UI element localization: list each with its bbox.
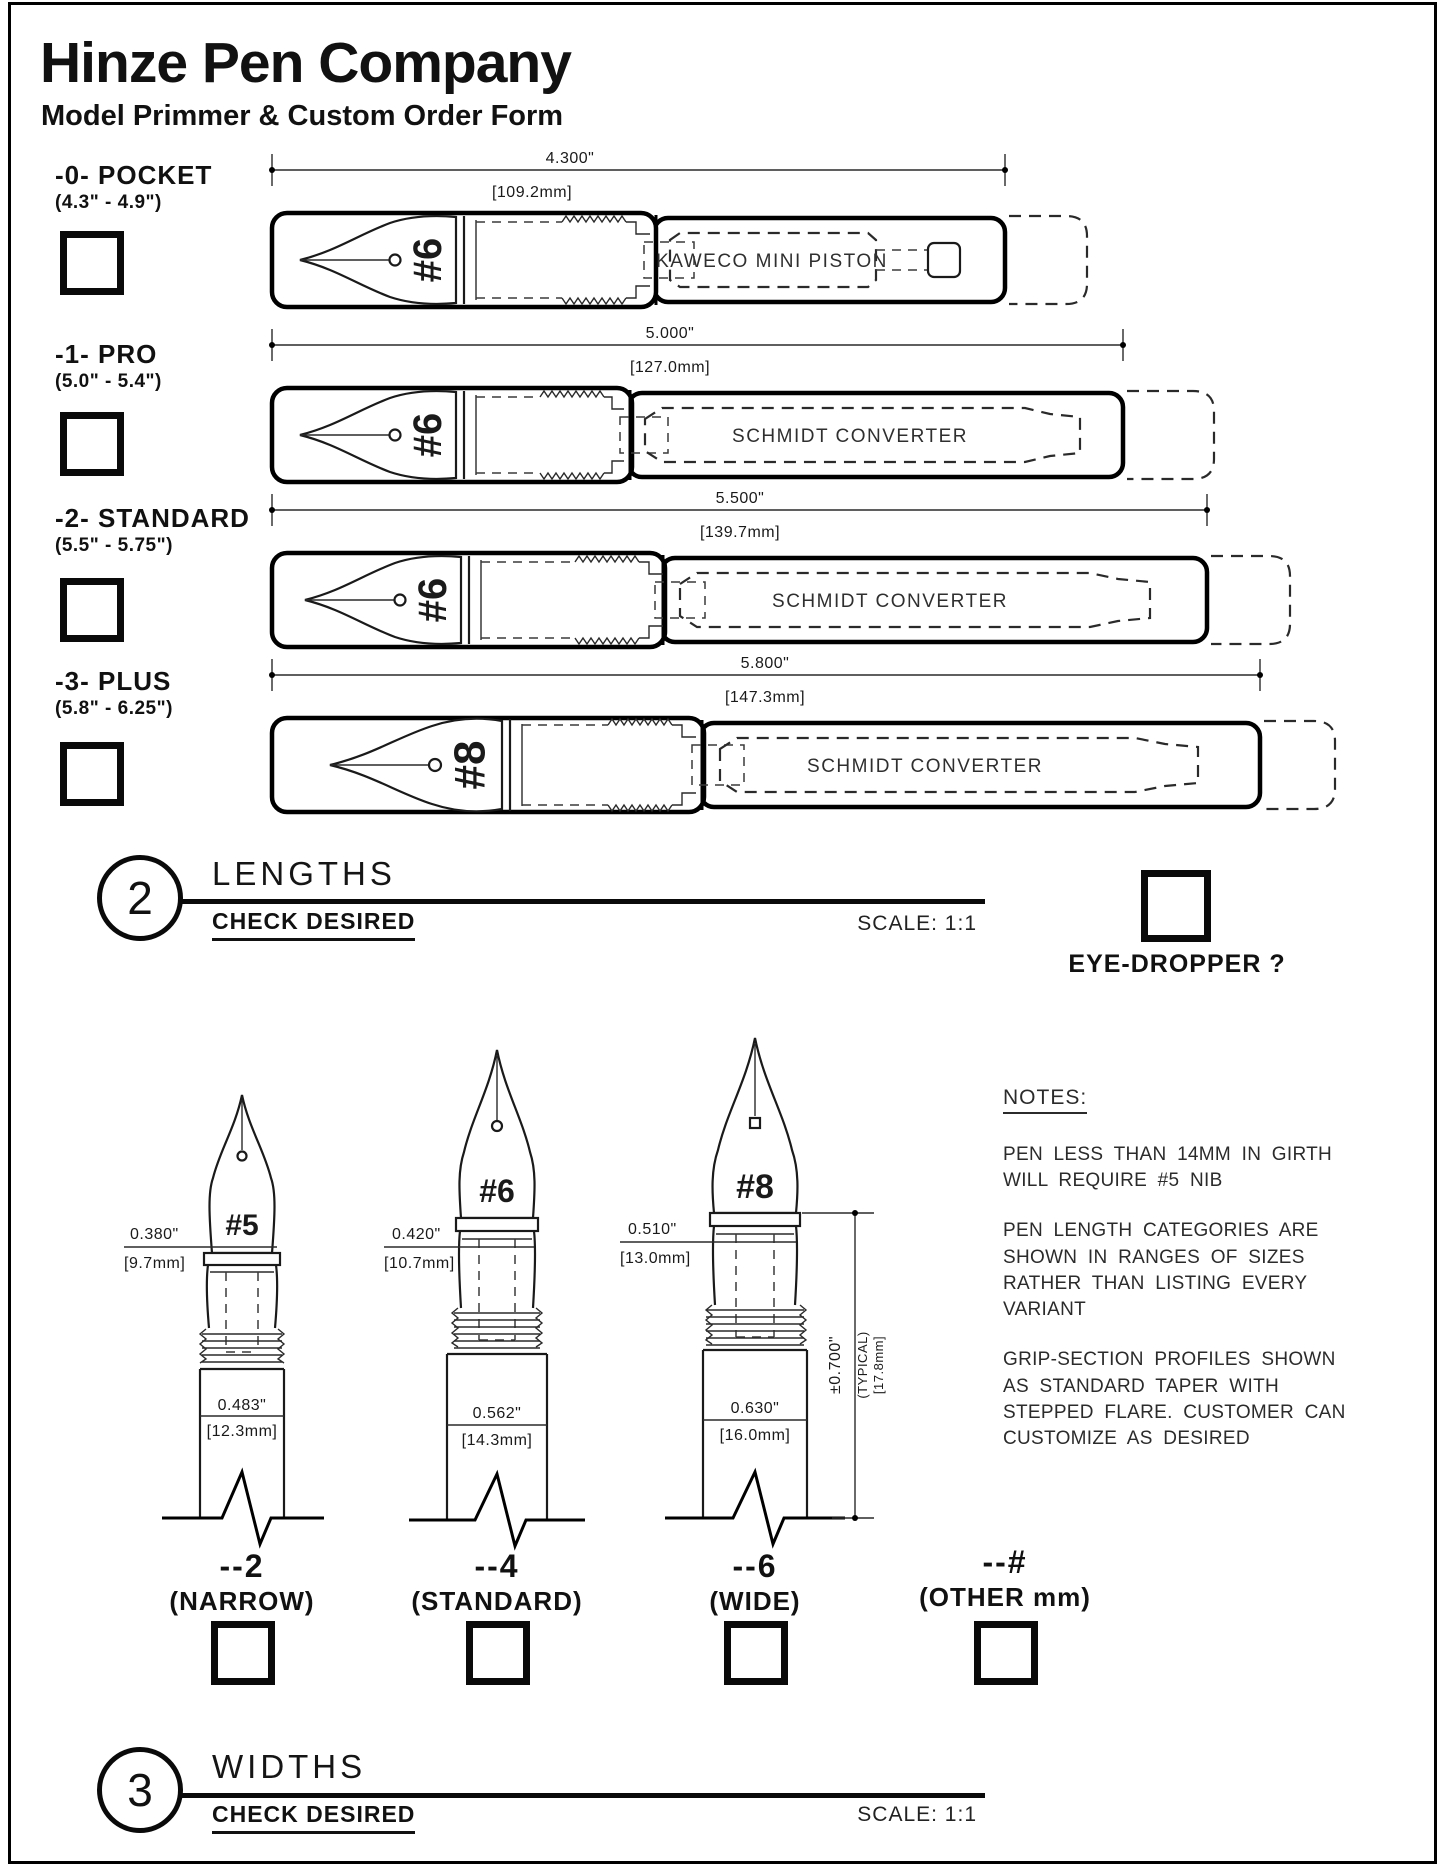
section-number-text: 2 xyxy=(127,872,153,924)
row-pocket-label: -0- POCKET xyxy=(55,160,213,190)
width-standard-code: --4 xyxy=(474,1548,520,1584)
row-plus-range: (5.8" - 6.25") xyxy=(55,698,173,719)
dim-mm: [147.3mm] xyxy=(724,689,806,706)
dim-inches: 5.500" xyxy=(715,490,765,507)
cartridge-label: KAWECO MINI PISTON xyxy=(656,251,888,272)
checkbox-plus[interactable] xyxy=(60,742,124,806)
checkbox-standard[interactable] xyxy=(60,578,124,642)
nib5-break-line xyxy=(162,1472,324,1544)
note-item: PEN LENGTH CATEGORIES ARE SHOWN IN RANGES OF SIZES RATHER THAN LISTING EVERY VARIANT xyxy=(1003,1220,1319,1321)
nib-size-label: #6 xyxy=(406,412,450,458)
cartridge-label: SCHMIDT CONVERTER xyxy=(732,426,968,447)
width-wide-name: (WIDE) xyxy=(709,1586,801,1616)
width-wide-code: --6 xyxy=(732,1548,778,1584)
nib5-body-inches: 0.483" xyxy=(217,1397,267,1414)
section-widths-scale: SCALE: 1:1 xyxy=(857,1803,977,1826)
eyedropper-label: EYE-DROPPER ? xyxy=(1068,950,1286,978)
pen-drawing-pocket xyxy=(230,140,1350,325)
pen-drawing-plus xyxy=(230,645,1350,830)
width-other-code: --# xyxy=(982,1544,1028,1580)
nib5-neck-inches: 0.380" xyxy=(130,1226,179,1243)
typical-dim-note: (TYPICAL) xyxy=(855,1331,870,1399)
nib-size-label: #6 xyxy=(411,577,455,623)
nib8-size-label: #8 xyxy=(736,1168,774,1206)
section-lengths-title: LENGTHS xyxy=(212,855,396,892)
cap-outline xyxy=(1264,721,1335,809)
nib-size-label: #6 xyxy=(406,237,450,283)
nib8-body-mm: [16.0mm] xyxy=(719,1427,791,1444)
typical-dim-inches: ±0.700" xyxy=(827,1336,844,1394)
section-widths-number xyxy=(97,1747,183,1833)
dim-mm: [109.2mm] xyxy=(491,184,573,201)
nib-width-drawings xyxy=(90,1020,950,1600)
nib6-neck-mm: [10.7mm] xyxy=(384,1255,455,1272)
checkbox-pro[interactable] xyxy=(60,412,124,476)
dim-mm: [139.7mm] xyxy=(699,524,781,541)
row-pocket-range: (4.3" - 4.9") xyxy=(55,192,162,213)
nib8-neck-mm: [13.0mm] xyxy=(620,1250,691,1267)
pen-drawing-standard xyxy=(230,480,1350,665)
cap-outline xyxy=(1127,391,1214,479)
dim-inches: 4.300" xyxy=(545,150,595,167)
width-standard-name: (STANDARD) xyxy=(411,1586,583,1616)
page-subtitle: Model Primmer & Custom Order Form xyxy=(41,100,564,132)
nib5-size-label: #5 xyxy=(225,1209,259,1242)
row-pro-range: (5.0" - 5.4") xyxy=(55,371,162,392)
nib6-size-label: #6 xyxy=(479,1173,515,1209)
nib8-break-line xyxy=(665,1472,845,1544)
dim-mm: [127.0mm] xyxy=(629,359,711,376)
cartridge-label: SCHMIDT CONVERTER xyxy=(772,591,1008,612)
section-lengths-number xyxy=(97,855,183,941)
note-item: GRIP-SECTION PROFILES SHOWN AS STANDARD TAPER WITH STEPPED FLARE. CUSTOMER CAN CUSTOMIZE AS DESIRED xyxy=(1003,1349,1346,1449)
row-plus-label: -3- PLUS xyxy=(55,666,172,696)
checkbox-eyedropper[interactable] xyxy=(1141,870,1211,942)
section-lengths-rule xyxy=(140,899,985,904)
nib8-body-inches: 0.630" xyxy=(730,1400,780,1417)
nib6-body-inches: 0.562" xyxy=(472,1405,522,1422)
row-standard-range: (5.5" - 5.75") xyxy=(55,535,173,556)
cartridge-label: SCHMIDT CONVERTER xyxy=(807,756,1043,777)
dim-inches: 5.000" xyxy=(645,325,695,342)
typical-dim-mm: [17.8mm] xyxy=(871,1335,886,1395)
checkbox-width-other[interactable] xyxy=(974,1621,1038,1685)
cap-outline xyxy=(1009,216,1087,304)
width-narrow-name: (NARROW) xyxy=(169,1586,315,1616)
nib8-neck-inches: 0.510" xyxy=(628,1221,677,1238)
checkbox-pocket[interactable] xyxy=(60,231,124,295)
row-pro-label: -1- PRO xyxy=(55,339,158,369)
section-lengths-scale: SCALE: 1:1 xyxy=(857,912,977,935)
width-other-name: (OTHER mm) xyxy=(919,1582,1091,1612)
nib6-body-mm: [14.3mm] xyxy=(461,1432,533,1449)
page-title: Hinze Pen Company xyxy=(40,31,571,95)
section-widths-instruction: CHECK DESIRED xyxy=(212,1801,415,1834)
nib5-body-mm: [12.3mm] xyxy=(206,1423,278,1440)
nib-size-label: #8 xyxy=(445,740,495,790)
nib6-neck-inches: 0.420" xyxy=(392,1226,441,1243)
checkbox-width-standard[interactable] xyxy=(466,1621,530,1685)
checkbox-width-narrow[interactable] xyxy=(211,1621,275,1685)
pen-drawing-pro xyxy=(230,315,1350,500)
checkbox-width-wide[interactable] xyxy=(724,1621,788,1685)
section-widths-rule xyxy=(140,1793,985,1798)
dim-inches: 5.800" xyxy=(740,655,790,672)
width-narrow-code: --2 xyxy=(219,1548,265,1584)
nib5-neck-mm: [9.7mm] xyxy=(124,1255,186,1272)
cap-outline xyxy=(1211,556,1290,644)
section-widths-title: WIDTHS xyxy=(212,1748,367,1785)
note-item: PEN LESS THAN 14MM IN GIRTH WILL REQUIRE #5 NIB xyxy=(1003,1144,1333,1192)
section-number-text: 3 xyxy=(127,1764,153,1816)
nib6-break-line xyxy=(409,1474,585,1546)
section-lengths-instruction: CHECK DESIRED xyxy=(212,908,415,941)
notes-block xyxy=(1003,1086,1355,1476)
row-standard-label: -2- STANDARD xyxy=(55,503,250,533)
notes-heading: NOTES: xyxy=(1003,1086,1087,1114)
